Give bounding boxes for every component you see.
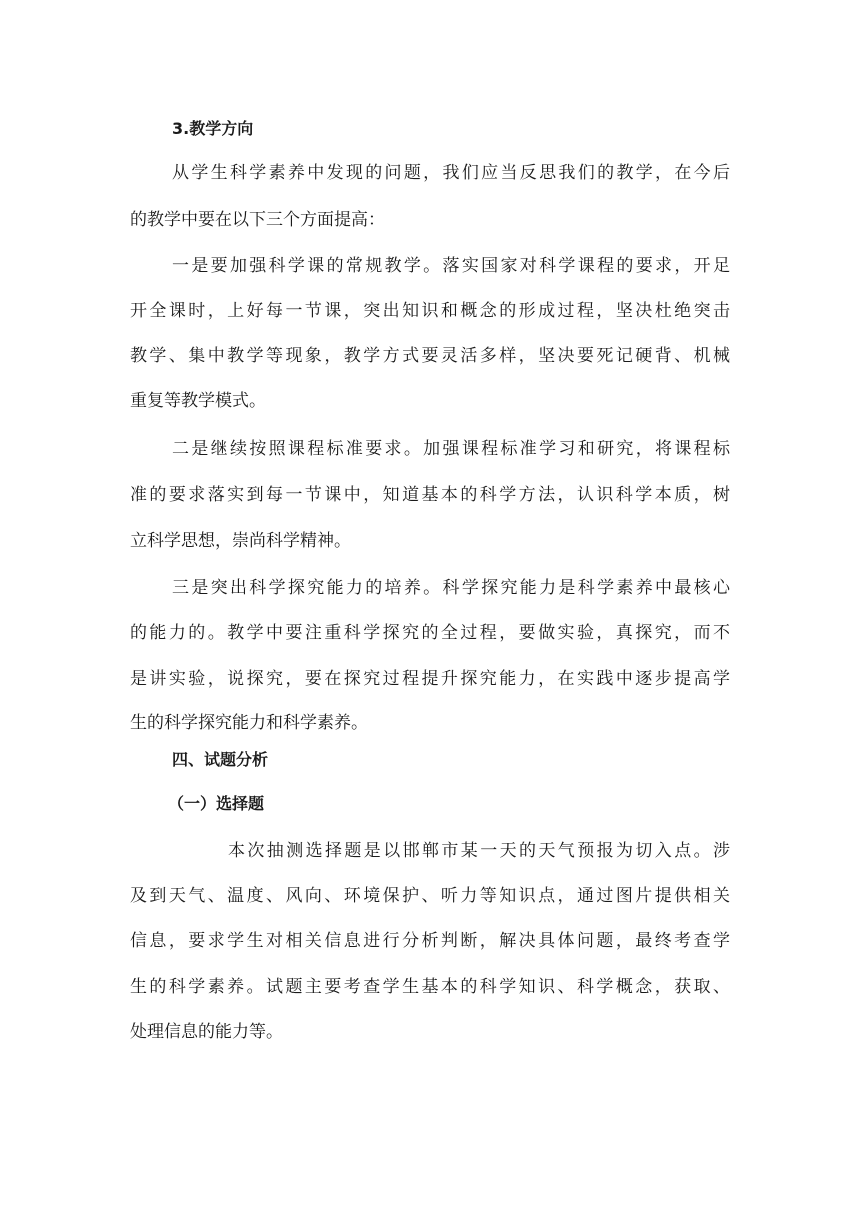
paragraph-one-line-4: 重复等教学模式。 [130, 391, 266, 411]
paragraph-choice-line-1: 本次抽测选择题是以邯郸市某一天的天气预报为切入点。涉 [228, 841, 730, 861]
paragraph-two-line-3: 立科学思想，崇尚科学精神。 [130, 531, 351, 551]
subsection-heading-multiple-choice: （一）选择题 [168, 794, 265, 813]
paragraph-three-line-1: 三是突出科学探究能力的培养。科学探究能力是科学素养中最核心 [172, 578, 730, 598]
paragraph-one-line-1: 一是要加强科学课的常规教学。落实国家对科学课程的要求，开足 [172, 256, 730, 276]
section-heading-question-analysis: 四、试题分析 [172, 750, 269, 769]
paragraph-choice-line-5: 处理信息的能力等。 [130, 1022, 283, 1042]
paragraph-three-line-4: 生的科学探究能力和科学素养。 [130, 713, 368, 733]
paragraph-intro-line-2: 的教学中要在以下三个方面提高： [130, 210, 385, 230]
paragraph-choice-line-3: 信息，要求学生对相关信息进行分析判断，解决具体问题，最终考查学 [130, 931, 730, 951]
paragraph-two-line-2: 准的要求落实到每一节课中，知道基本的科学方法，认识科学本质，树 [130, 485, 730, 505]
paragraph-choice-line-2: 及到天气、温度、风向、环境保护、听力等知识点，通过图片提供相关 [130, 886, 730, 906]
paragraph-one-line-3: 教学、集中教学等现象，教学方式要灵活多样，坚决要死记硬背、机械 [130, 346, 730, 366]
paragraph-three-line-3: 是讲实验，说探究，要在探究过程提升探究能力，在实践中逐步提高学 [130, 669, 730, 689]
section-heading-teaching-direction: 3.教学方向 [172, 119, 254, 138]
paragraph-intro-line-1: 从学生科学素养中发现的问题，我们应当反思我们的教学，在今后 [172, 163, 730, 183]
paragraph-two-line-1: 二是继续按照课程标准要求。加强课程标准学习和研究，将课程标 [172, 439, 730, 459]
paragraph-choice-line-4: 生的科学素养。试题主要考查学生基本的科学知识、科学概念，获取、 [130, 977, 730, 997]
paragraph-one-line-2: 开全课时，上好每一节课，突出知识和概念的形成过程，坚决杜绝突击 [130, 301, 730, 321]
paragraph-three-line-2: 的能力的。教学中要注重科学探究的全过程，要做实验，真探究，而不 [130, 623, 730, 643]
